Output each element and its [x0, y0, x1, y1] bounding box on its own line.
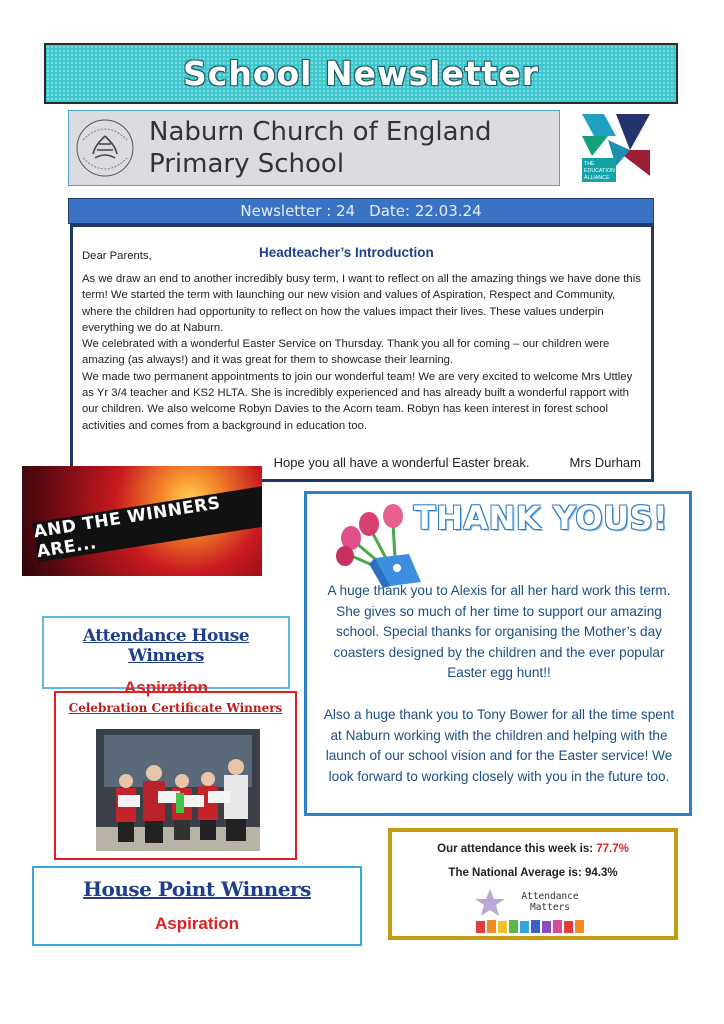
school-header — [68, 110, 560, 186]
house-point-winner: Aspiration — [154, 914, 240, 933]
school-name — [149, 116, 491, 180]
attendance-week-label: Our attendance this week is: — [437, 843, 597, 855]
greeting: Dear Parents, — [82, 250, 152, 262]
thanks-title: THANK YOUS! — [413, 499, 669, 537]
thank-yous-section — [304, 491, 692, 816]
intro-paragraph: We made two permanent appointments to join our wonderful team! We are very excited to welcome Mrs Uttley as Yr 3/4 teacher and KS2 HLTA. She is incredibly experienced and has already built a wonderful rapport with our children. We also welcome Robyn Davies to the Acorn team. Robyn has keen interest in forest school activities and comes from a background in education too. — [82, 370, 633, 432]
svg-text:THE: THE — [584, 161, 595, 167]
school-crest-logo — [75, 118, 135, 178]
school-name-line-2: Primary School — [149, 149, 345, 179]
thanks-paragraph-alexis: A huge thank you to Alexis for all her hard work this term. She gives so much of her time to support our amazing school. Special thanks for organising the Mother’s day coasters designed by the children and the ever popular Easter egg hunt!! — [327, 583, 671, 680]
intro-paragraph: We celebrated with a wonderful Easter Service on Thursday. Thank you all for coming – our children were amazing (as always!) and it was great for them to showcase their learning. — [82, 338, 610, 367]
intro-signature: Mrs Durham — [569, 454, 641, 470]
attendance-matters-line-2: Matters — [529, 902, 571, 913]
celebration-title: Celebration Certificate Winners — [68, 701, 283, 715]
house-point-title: House Point Winners — [83, 877, 311, 901]
attendance-week-value: 77.7% — [596, 843, 629, 855]
thanks-paragraph-tony: Also a huge thank you to Tony Bower for all the time spent at Naburn working with the children and helping with the launch of our school vision and for the Easter service! We look forward to working closely with you in the future too. — [323, 707, 675, 784]
svg-text:ALLIANCE: ALLIANCE — [584, 175, 610, 181]
intro-body — [82, 271, 643, 434]
attendance-house-winner: Aspiration — [123, 678, 209, 697]
attendance-house-winners — [42, 616, 290, 697]
celebration-winners-photo — [96, 729, 260, 851]
newsletter-title-banner — [44, 43, 678, 104]
attendance-matters-text — [510, 891, 590, 913]
intro-closing: Hope you all have a wonderful Easter break. — [273, 454, 530, 470]
attendance-house-title: Attendance House Winners — [82, 626, 250, 666]
winners-banner-text: AND THE WINNERS ARE... — [32, 486, 262, 562]
intro-paragraph: As we draw an end to another incredibly busy term, I want to reflect on all the amazing things we have done this term! We started the term with launching our new vision and values of Aspiration, Respect and Community, where the children had opportunity to reflect on how the values impact their lives. These values underpin everything we do at Naburn. — [82, 273, 641, 334]
school-name-line-1: Naburn Church of England — [149, 117, 492, 147]
house-point-winners — [32, 866, 362, 946]
celebration-certificate-winners — [54, 691, 297, 860]
newsletter-title: School Newsletter — [183, 54, 539, 93]
newsletter-number: Newsletter : 24 — [240, 202, 356, 220]
national-average: The National Average is: 94.3% — [448, 867, 618, 879]
education-alliance-logo — [578, 110, 654, 186]
attendance-stats — [388, 828, 678, 940]
svg-text:EDUCATION: EDUCATION — [584, 168, 615, 174]
winners-banner-image — [22, 466, 262, 576]
attendance-this-week — [392, 843, 674, 855]
attendance-matters-line-1: Attendance — [521, 891, 579, 902]
newsletter-date: Date: 22.03.24 — [369, 202, 482, 220]
newsletter-info-bar — [68, 198, 654, 224]
intro-heading: Headteacher’s Introduction — [259, 245, 434, 260]
headteacher-introduction — [70, 224, 654, 482]
